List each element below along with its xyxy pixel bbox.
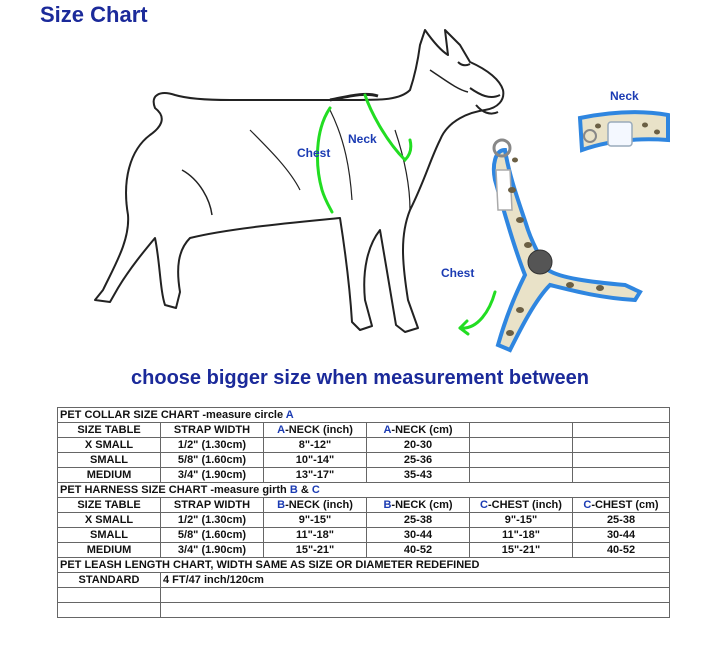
harness-chest-label: Chest [441,266,475,280]
col-b-neck-cm: B-NECK (cm) [367,498,470,513]
col-a-neck-cm: A-NECK (cm) [367,423,470,438]
table-row [58,453,670,468]
col-strap-width: STRAP WIDTH [161,423,264,438]
col-size-table: SIZE TABLE [58,423,161,438]
empty-cell [470,438,573,453]
chest-inch-cell: 15"-21" [470,543,573,558]
neck-cm-cell: 20-30 [367,438,470,453]
dog-illustration [95,30,503,332]
dog-chest-label: Chest [297,146,331,160]
neck-inch-cell: 10"-14" [264,453,367,468]
empty-cell [58,588,161,603]
empty-cell [470,423,573,438]
collar-header-row [58,423,670,438]
size-cell: SMALL [58,453,161,468]
size-cell: MEDIUM [58,468,161,483]
dog-neck-label: Neck [348,132,377,146]
collar-illustration [580,112,668,150]
chest-inch-cell: 11"-18" [470,528,573,543]
neck-cm-cell: 25-38 [367,513,470,528]
size-cell: X SMALL [58,513,161,528]
col-strap-width: STRAP WIDTH [161,498,264,513]
collar-accent: A [285,409,294,421]
empty-cell [470,468,573,483]
harness-title-mid: & [297,484,312,496]
leash-chart-title: PET LEASH LENGTH CHART, WIDTH SAME AS SIZE OR DIAMETER REDEFINED [58,558,670,573]
empty-row [58,603,670,618]
collar-neck-label: Neck [610,89,639,103]
size-cell: X SMALL [58,438,161,453]
col-a-neck-inch: A-NECK (inch) [264,423,367,438]
empty-cell [573,423,670,438]
empty-cell [470,453,573,468]
harness-accent-c: C [311,484,320,496]
strap-cell: 1/2" (1.30cm) [161,438,264,453]
collar-section-header [58,408,670,423]
chest-cm-cell: 40-52 [573,543,670,558]
strap-cell: 3/4" (1.90cm) [161,468,264,483]
table-row [58,513,670,528]
chest-cm-cell: 25-38 [573,513,670,528]
harness-section-header [58,483,670,498]
neck-inch-cell: 9"-15" [264,513,367,528]
neck-inch-cell: 8"-12" [264,438,367,453]
harness-illustration [494,140,640,350]
strap-cell: 5/8" (1.60cm) [161,528,264,543]
harness-chart-title: PET HARNESS SIZE CHART -measure girth [60,484,290,496]
empty-cell [58,603,161,618]
col-c-chest-cm: C-CHEST (cm) [573,498,670,513]
chest-cm-cell: 30-44 [573,528,670,543]
harness-chest-measure [460,292,495,334]
strap-cell: 3/4" (1.90cm) [161,543,264,558]
strap-cell: 5/8" (1.60cm) [161,453,264,468]
empty-cell [573,453,670,468]
size-cell: MEDIUM [58,543,161,558]
harness-accent-b: B [289,484,298,496]
measurement-note: choose bigger size when measurement between [131,367,589,389]
collar-chart-title: PET COLLAR SIZE CHART -measure circle [60,409,286,421]
empty-cell [161,588,670,603]
page-title: Size Chart [40,2,148,27]
neck-cm-cell: 30-44 [367,528,470,543]
col-c-chest-inch: C-CHEST (inch) [470,498,573,513]
leash-value-cell: 4 FT/47 inch/120cm [161,573,670,588]
size-chart-table [57,407,670,618]
size-cell: SMALL [58,528,161,543]
neck-inch-cell: 11"-18" [264,528,367,543]
table-row [58,543,670,558]
col-size-table: SIZE TABLE [58,498,161,513]
neck-inch-cell: 15"-21" [264,543,367,558]
empty-row [58,588,670,603]
leash-section-header [58,558,670,573]
strap-cell: 1/2" (1.30cm) [161,513,264,528]
table-row [58,573,670,588]
table-row [58,468,670,483]
neck-inch-cell: 13"-17" [264,468,367,483]
neck-cm-cell: 40-52 [367,543,470,558]
empty-cell [573,468,670,483]
empty-cell [573,438,670,453]
neck-cm-cell: 35-43 [367,468,470,483]
table-row [58,528,670,543]
harness-header-row [58,498,670,513]
table-row [58,438,670,453]
leash-label-cell: STANDARD [58,573,161,588]
empty-cell [161,603,670,618]
neck-cm-cell: 25-36 [367,453,470,468]
col-b-neck-inch: B-NECK (inch) [264,498,367,513]
chest-inch-cell: 9"-15" [470,513,573,528]
